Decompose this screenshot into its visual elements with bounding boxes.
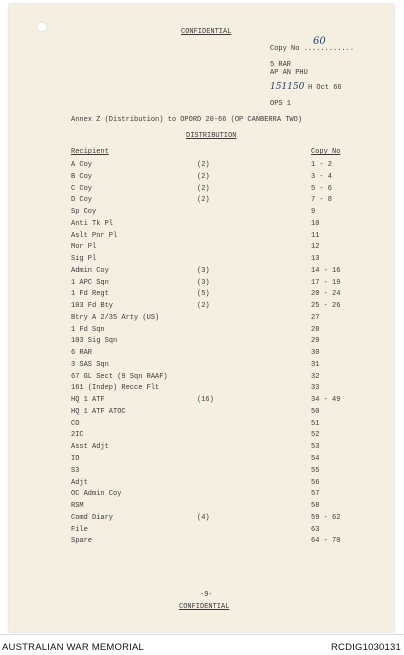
copy-numbers: 12	[311, 243, 320, 252]
copy-count: (2)	[197, 196, 210, 205]
copy-numbers: 25 - 26	[311, 302, 341, 311]
copy-count: (2)	[197, 172, 210, 181]
copy-numbers: 10	[311, 219, 320, 228]
copy-numbers: 20 - 24	[311, 290, 341, 299]
copy-no-label: Copy No ............	[270, 45, 355, 53]
copy-numbers: 32	[311, 372, 320, 381]
archive-name: AUSTRALIAN WAR MEMORIAL	[2, 642, 145, 653]
column-header-recipient: Recipient	[71, 148, 109, 156]
recipient-name: HQ 1 ATF	[71, 396, 105, 405]
recipient-name: Btry A 2/35 Arty (US)	[71, 313, 160, 322]
record-id: RCDIG1030131	[331, 642, 401, 653]
copy-count: (16)	[197, 396, 214, 405]
recipient-name: Comd Diary	[71, 513, 114, 522]
archive-footer	[0, 634, 404, 655]
punch-hole	[37, 22, 47, 32]
copy-numbers: 31	[311, 360, 320, 369]
copy-numbers: 13	[311, 255, 320, 264]
dtg-suffix: H Oct 66	[308, 84, 342, 92]
recipient-name: Sig Pl	[71, 255, 97, 264]
copy-numbers: 30	[311, 349, 320, 358]
copy-numbers: 11	[311, 231, 320, 240]
copy-numbers: 56	[311, 478, 320, 487]
recipient-name: Admin Coy	[71, 266, 109, 275]
recipient-name: RSM	[71, 502, 84, 511]
recipient-name: 3 SAS Sqn	[71, 360, 109, 369]
recipient-name: File	[71, 525, 88, 534]
copy-numbers: 55	[311, 466, 320, 475]
copy-numbers: 34 - 49	[311, 396, 341, 405]
recipient-name: Asst Adjt	[71, 443, 109, 452]
copy-count: (5)	[197, 290, 210, 299]
annex-title: Annex Z (Distribution) to OPORD 20-66 (OP CANBERRA TWO)	[71, 116, 303, 124]
recipient-name: B Coy	[71, 172, 93, 181]
copy-numbers: 50	[311, 407, 320, 416]
copy-numbers: 63	[311, 525, 320, 534]
recipient-name: 1 Fd Regt	[71, 290, 109, 299]
copy-numbers: 51	[311, 419, 320, 428]
dtg-handwritten: 151150	[270, 82, 305, 92]
copy-count: (2)	[197, 161, 210, 169]
copy-numbers: 64 - 70	[311, 537, 341, 546]
page-number: -9-	[200, 591, 213, 599]
copy-numbers: 3 - 4	[311, 172, 333, 181]
copy-numbers: 33	[311, 384, 320, 393]
recipient-name: HQ 1 ATF ATOC	[71, 407, 126, 416]
copy-numbers: 14 - 16	[311, 266, 341, 275]
recipient-name: 67 GL Sect (9 Sqn RAAF)	[71, 372, 168, 381]
copy-numbers: 27	[311, 313, 320, 322]
copy-numbers: 9	[311, 208, 316, 217]
copy-numbers: 5 - 6	[311, 184, 333, 193]
recipient-name: IO	[71, 455, 80, 463]
copy-count: (4)	[197, 513, 210, 522]
classification-bottom: CONFIDENTIAL	[179, 603, 230, 611]
recipient-name: Anti Tk Pl	[71, 219, 114, 228]
recipient-name: 103 Fd Bty	[71, 302, 114, 311]
copy-count: (2)	[197, 184, 210, 193]
recipient-name: 1 Fd Sqn	[71, 325, 105, 334]
recipient-name: Aslt Pnr Pl	[71, 231, 118, 240]
recipient-name: CO	[71, 419, 80, 428]
recipient-name: C Coy	[71, 184, 93, 193]
classification-top: CONFIDENTIAL	[181, 28, 232, 36]
recipient-name: 1 APC Sqn	[71, 278, 109, 287]
unit-line-1: 5 RAR	[270, 61, 292, 69]
copy-numbers: 29	[311, 337, 320, 346]
copy-numbers: 54	[311, 455, 320, 463]
copy-numbers: 28	[311, 325, 320, 334]
copy-numbers: 53	[311, 443, 320, 452]
copy-numbers: 59 - 62	[311, 513, 341, 522]
recipient-name: Spare	[71, 537, 93, 546]
copy-no-value: 60	[313, 36, 326, 47]
recipient-name: S3	[71, 466, 80, 475]
recipient-name: 161 (Indep) Recce Flt	[71, 384, 160, 393]
copy-count: (2)	[197, 302, 210, 311]
recipient-name: D Coy	[71, 196, 93, 205]
ops-number: OPS 1	[270, 100, 292, 108]
copy-numbers: 58	[311, 502, 320, 511]
recipient-name: 6 RAR	[71, 349, 93, 358]
recipient-name: 2IC	[71, 431, 84, 440]
unit-line-2: AP AN PHU	[270, 69, 308, 77]
copy-numbers: 1 - 2	[311, 161, 333, 169]
recipient-name: Mor Pl	[71, 243, 97, 252]
recipient-name: Adjt	[71, 478, 88, 487]
copy-numbers: 52	[311, 431, 320, 440]
recipient-name: A Coy	[71, 161, 93, 169]
distribution-heading: DISTRIBUTION	[186, 132, 237, 140]
copy-numbers: 57	[311, 490, 320, 499]
copy-numbers: 17 - 19	[311, 278, 341, 287]
document-page	[9, 4, 394, 632]
recipient-name: OC Admin Coy	[71, 490, 122, 499]
copy-count: (3)	[197, 278, 210, 287]
recipient-name: 103 Sig Sqn	[71, 337, 118, 346]
column-header-copy-no: Copy No	[311, 148, 341, 156]
copy-count: (3)	[197, 266, 210, 275]
recipient-name: Sp Coy	[71, 208, 97, 217]
copy-numbers: 7 - 8	[311, 196, 333, 205]
